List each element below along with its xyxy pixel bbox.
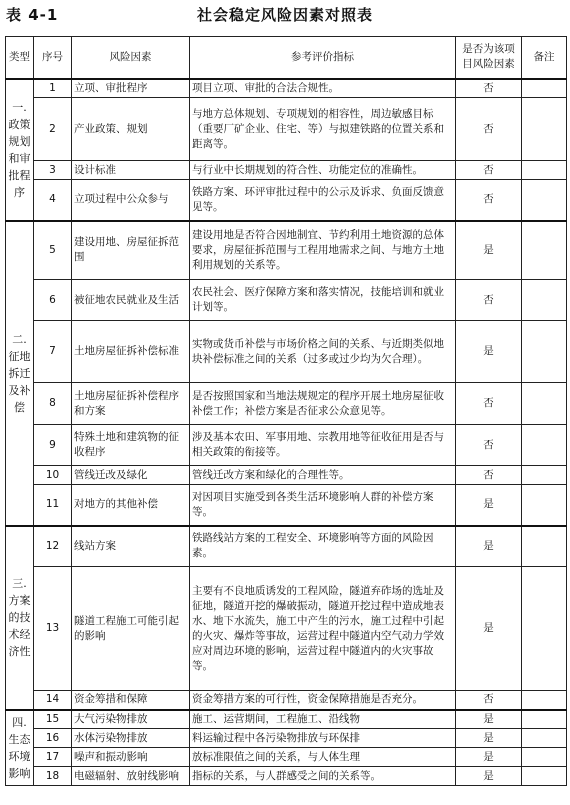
is-risk: 否	[456, 180, 522, 221]
indicator: 实物或货币补偿与市场价格之间的关系、与近期类似地块补偿标准之间的关系（过多或过少均为欠合理）。	[190, 321, 456, 383]
indicator: 施工、运营期间，工程施工、沿线物	[190, 710, 456, 729]
col-header-is-risk: 是否为该项目风险因素	[456, 37, 522, 79]
note	[522, 466, 567, 485]
risk-factor: 管线迁改及绿化	[72, 466, 190, 485]
table-row	[6, 526, 567, 567]
row-no: 11	[34, 485, 72, 526]
note	[522, 180, 567, 221]
table-row	[6, 425, 567, 466]
note	[522, 767, 567, 786]
indicator: 与地方总体规划、专项规划的相容性，周边敏感目标（重要厂矿企业、住宅、等）与拟建铁路的位置关系和距离等。	[190, 98, 456, 161]
table-row	[6, 221, 567, 280]
note	[522, 98, 567, 161]
is-risk: 否	[456, 425, 522, 466]
table-row	[6, 180, 567, 221]
table-row	[6, 485, 567, 526]
note	[522, 161, 567, 180]
is-risk: 否	[456, 691, 522, 710]
category-cell: 四.生态环境影响	[6, 710, 34, 786]
table-row	[6, 710, 567, 729]
category-cell: 三.方案的技术经济性	[6, 526, 34, 710]
indicator: 指标的关系，与人群感受之间的关系等。	[190, 767, 456, 786]
is-risk: 否	[456, 466, 522, 485]
is-risk: 否	[456, 161, 522, 180]
row-no: 7	[34, 321, 72, 383]
note	[522, 729, 567, 748]
risk-factor: 土地房屋征拆补偿标准	[72, 321, 190, 383]
note	[522, 526, 567, 567]
col-header-no: 序号	[34, 37, 72, 79]
risk-factor: 立项、审批程序	[72, 79, 190, 98]
risk-factor: 线站方案	[72, 526, 190, 567]
table-row	[6, 466, 567, 485]
is-risk: 是	[456, 767, 522, 786]
note	[522, 383, 567, 425]
note	[522, 221, 567, 280]
note	[522, 485, 567, 526]
indicator: 对因项目实施受到各类生活环境影响人群的补偿方案等。	[190, 485, 456, 526]
risk-factor: 立项过程中公众参与	[72, 180, 190, 221]
row-no: 8	[34, 383, 72, 425]
row-no: 13	[34, 567, 72, 691]
is-risk: 是	[456, 526, 522, 567]
table-row	[6, 729, 567, 748]
col-header-indicator: 参考评价指标	[190, 37, 456, 79]
note	[522, 79, 567, 98]
table-row	[6, 98, 567, 161]
indicator: 铁路线站方案的工程安全、环境影响等方面的风险因素。	[190, 526, 456, 567]
table-row	[6, 767, 567, 786]
note	[522, 710, 567, 729]
risk-factor: 隧道工程施工可能引起的影响	[72, 567, 190, 691]
risk-factor: 大气污染物排放	[72, 710, 190, 729]
note	[522, 567, 567, 691]
risk-factor: 土地房屋征拆补偿程序和方案	[72, 383, 190, 425]
row-no: 18	[34, 767, 72, 786]
row-no: 17	[34, 748, 72, 767]
risk-factor: 对地方的其他补偿	[72, 485, 190, 526]
indicator: 涉及基本农田、军事用地、宗教用地等征收征用是否与相关政策的衔接等。	[190, 425, 456, 466]
note	[522, 280, 567, 321]
table-row	[6, 280, 567, 321]
indicator: 农民社会、医疗保障方案和落实情况，技能培训和就业计划等。	[190, 280, 456, 321]
is-risk: 是	[456, 710, 522, 729]
row-no: 14	[34, 691, 72, 710]
indicator: 资金筹措方案的可行性，资金保障措施是否充分。	[190, 691, 456, 710]
is-risk: 是	[456, 485, 522, 526]
table-header	[0, 0, 570, 28]
risk-factor: 产业政策、规划	[72, 98, 190, 161]
row-no: 5	[34, 221, 72, 280]
row-no: 12	[34, 526, 72, 567]
row-no: 3	[34, 161, 72, 180]
category-cell: 二.征地拆迁及补偿	[6, 221, 34, 526]
table-row	[6, 321, 567, 383]
table-title: 社会稳定风险因素对照表	[196, 6, 373, 24]
table-row	[6, 567, 567, 691]
col-header-note: 备注	[522, 37, 567, 79]
table-row	[6, 691, 567, 710]
risk-factor: 资金筹措和保障	[72, 691, 190, 710]
table-row	[6, 748, 567, 767]
category-cell: 一.政策规划和审批程序	[6, 79, 34, 221]
risk-factor: 电磁辐射、放射线影响	[72, 767, 190, 786]
row-no: 4	[34, 180, 72, 221]
table-row	[6, 161, 567, 180]
is-risk: 否	[456, 280, 522, 321]
indicator: 建设用地是否符合因地制宜、节约利用土地资源的总体要求，房屋征拆范围与工程用地需求之间、与地方土地利用规划的关系等。	[190, 221, 456, 280]
risk-factor: 特殊土地和建筑物的征收程序	[72, 425, 190, 466]
indicator: 主要有不良地质诱发的工程风险，隧道弃砟场的选址及征地，隧道开挖的爆破振动，隧道开挖过程中造成地表水、地下水流失，施工中产生的污水，施工过程中引起的火灾、爆炸等事故，运营过程中隧道内空气动力学效应对周边环境的影响，运营过程中隧道内的火灾事故等。	[190, 567, 456, 691]
risk-factor: 建设用地、房屋征拆范围	[72, 221, 190, 280]
indicator: 铁路方案、环评审批过程中的公示及诉求、负面反馈意见等。	[190, 180, 456, 221]
is-risk: 是	[456, 321, 522, 383]
indicator: 管线迁改方案和绿化的合理性等。	[190, 466, 456, 485]
table-label: 表 4-1	[6, 6, 59, 24]
row-no: 15	[34, 710, 72, 729]
row-no: 10	[34, 466, 72, 485]
note	[522, 691, 567, 710]
table-row	[6, 383, 567, 425]
row-no: 1	[34, 79, 72, 98]
indicator: 是否按照国家和当地法规规定的程序开展土地房屋征收补偿工作；补偿方案是否征求公众意见等。	[190, 383, 456, 425]
table-row	[6, 79, 567, 98]
risk-factor: 噪声和振动影响	[72, 748, 190, 767]
risk-factor-table	[5, 36, 567, 786]
indicator: 料运输过程中各污染物排放与环保排	[190, 729, 456, 748]
row-no: 16	[34, 729, 72, 748]
indicator: 与行业中长期规划的符合性、功能定位的准确性。	[190, 161, 456, 180]
col-header-factor: 风险因素	[72, 37, 190, 79]
is-risk: 是	[456, 748, 522, 767]
is-risk: 否	[456, 383, 522, 425]
risk-factor: 被征地农民就业及生活	[72, 280, 190, 321]
indicator: 项目立项、审批的合法合规性。	[190, 79, 456, 98]
table-header-row	[6, 37, 567, 79]
is-risk: 是	[456, 729, 522, 748]
note	[522, 425, 567, 466]
is-risk: 否	[456, 98, 522, 161]
note	[522, 321, 567, 383]
is-risk: 否	[456, 79, 522, 98]
row-no: 6	[34, 280, 72, 321]
is-risk: 是	[456, 221, 522, 280]
note	[522, 748, 567, 767]
indicator: 放标准限值之间的关系，与人体生理	[190, 748, 456, 767]
risk-factor: 设计标准	[72, 161, 190, 180]
risk-factor: 水体污染物排放	[72, 729, 190, 748]
col-header-type: 类型	[6, 37, 34, 79]
row-no: 9	[34, 425, 72, 466]
row-no: 2	[34, 98, 72, 161]
is-risk: 是	[456, 567, 522, 691]
